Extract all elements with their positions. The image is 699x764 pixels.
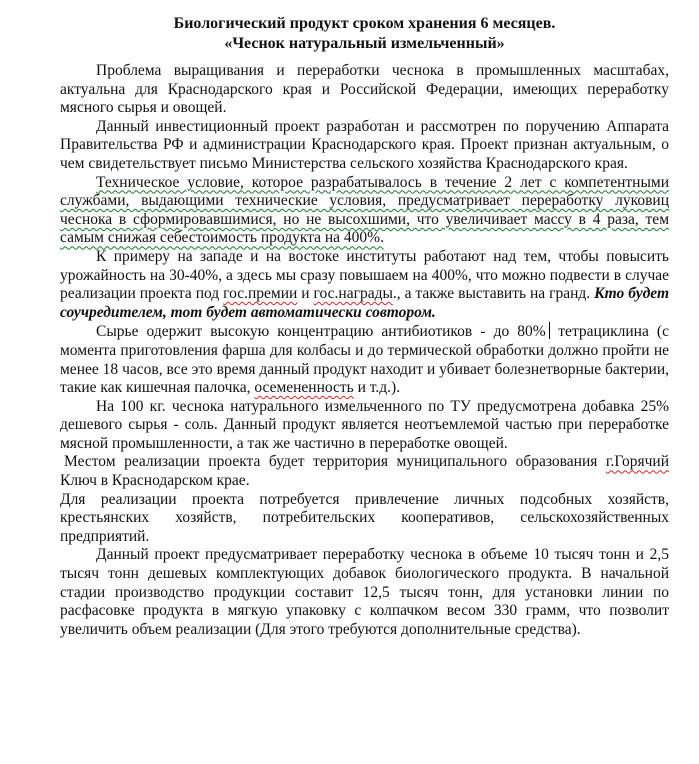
paragraph-3 <box>60 174 669 248</box>
grammar-highlight: Техническое условие, которое разрабатывалось в течение 2 лет с компетентными службами, выдающими технические условия, предусматривает переработку луковиц чеснока в сформировавшимися, но не высохшими, что увеличивает массу в 4 раза, тем самым снижая себестоимость продукта на 400%. <box>60 173 669 247</box>
paragraph-4-conj: и <box>297 285 314 303</box>
paragraph-1: Проблема выращивания и переработки чеснока в промышленных масштабах, актуальна для Краснодарского края и Российской Федерации, имеющих переработку мясного сырья и овощей. <box>60 62 669 117</box>
paragraph-4-emphasis: Кто будет соучредителем, тот будет автоматически совтором. <box>60 285 669 321</box>
spelling-error: г.Горячий <box>605 453 669 471</box>
title-line-1: Биологический продукт сроком хранения 6 месяцев. <box>173 15 556 32</box>
paragraph-6: На 100 кг. чеснока натурального измельченного по ТУ предусмотрена добавка 25% дешевого сырья - соль. Данный продукт является неотъемлемой частью при переработке мясной промышленности, а так же частично в переработке овощей. <box>60 397 669 452</box>
spelling-error: гос.премии <box>223 285 298 303</box>
paragraph-5-text-c: и т.д.). <box>353 379 401 397</box>
paragraph-5-text-a: Сырье одержит высокую концентрацию антибиотиков - до 80% <box>96 323 546 341</box>
paragraph-5-text-b: тетрациклина (с момента приготовления фарша для колбасы и до термической обработки должно пройти не менее 18 часов, все это время данный продукт находит и убивает болезнетворные бактерии, такие как кишечная палочка, <box>60 323 669 397</box>
paragraph-7-text-b: Ключ в Краснодарском крае. <box>60 472 250 490</box>
title-line-2: «Чеснок натуральный измельченный» <box>224 35 505 52</box>
paragraph-8: Для реализации проекта потребуется привлечение личных подсобных хозяйств, крестьянских хозяйств, потребительских кооперативов, сельскохозяйственных предприятий. <box>60 490 669 545</box>
paragraph-2: Данный инвестиционный проект разработан и рассмотрен по поручению Аппарата Правительства РФ и администрации Краснодарского края. Проект признан актуальным, о чем свидетельствует письмо Министерства сельского хозяйства Краснодарского края. <box>60 117 669 172</box>
spelling-error: гос.награды <box>313 285 393 303</box>
spelling-error: осемененность <box>254 379 354 397</box>
paragraph-4-text-b: ., а также выставить на гранд. <box>392 285 595 303</box>
paragraph-7-text-a: Местом реализации проекта будет территория муниципального образования <box>64 453 606 471</box>
paragraph-7 <box>60 453 669 490</box>
paragraph-4-text: К примеру на западе и на востоке институты работают над тем, чтобы повысить урожайность на 30-40%, а здесь мы сразу повышаем на 400%, что можно подвести в случае реализации проекта под <box>60 247 669 303</box>
paragraph-4 <box>60 248 669 322</box>
document-title <box>60 14 669 54</box>
paragraph-9: Данный проект предусматривает переработку чеснока в объеме 10 тысяч тонн и 2,5 тысяч тонн дешевых комплектующих добавок биологического продукта. В начальной стадии производство продукции составит 12,5 тысяч тонн, для установки линии по расфасовке продукта в мягкую упаковку с колпачком весом 330 грамм, что позволит увеличить объем реализации (Для этого требуются дополнительные средства). <box>60 546 669 638</box>
paragraph-5 <box>60 322 669 397</box>
